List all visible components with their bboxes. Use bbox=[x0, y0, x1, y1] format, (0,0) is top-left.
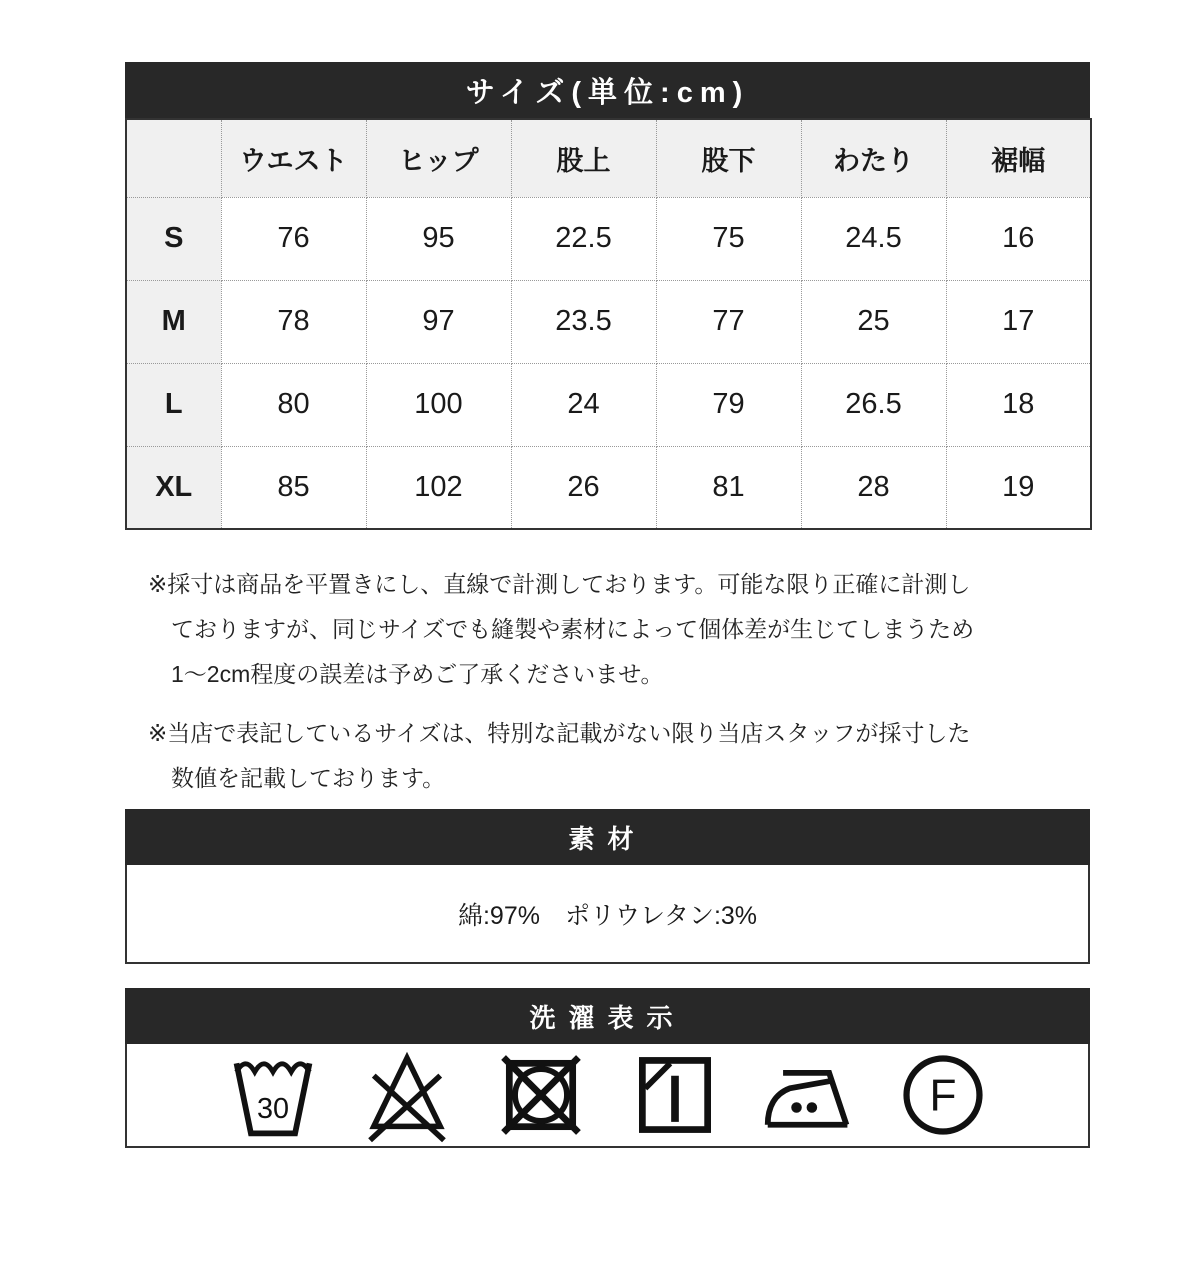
table-row-l bbox=[126, 363, 1091, 446]
cell-value: 78 bbox=[221, 280, 366, 363]
column-header-hip: ヒップ bbox=[366, 119, 511, 197]
note-line: ※採寸は商品を平置きにし、直線で計測しております。可能な限り正確に計測し bbox=[148, 571, 971, 597]
do-not-tumble-dry-icon bbox=[493, 1047, 589, 1143]
laundry-section-title: 洗濯表示 bbox=[529, 1002, 686, 1033]
note-line: 数値を記載しております。 bbox=[171, 765, 446, 791]
cell-value: 22.5 bbox=[511, 197, 656, 280]
line-dry-in-shade-icon bbox=[627, 1047, 723, 1143]
note-line: 1〜2cm程度の誤差は予めご了承くださいませ。 bbox=[171, 661, 664, 687]
cell-value: 81 bbox=[656, 446, 801, 529]
cell-value: 75 bbox=[656, 197, 801, 280]
size-label: M bbox=[126, 280, 221, 363]
cell-value: 80 bbox=[221, 363, 366, 446]
table-row-m bbox=[126, 280, 1091, 363]
cell-value: 85 bbox=[221, 446, 366, 529]
material-content-box bbox=[125, 865, 1090, 964]
size-table-header-row bbox=[126, 119, 1091, 197]
column-header-waist: ウエスト bbox=[221, 119, 366, 197]
wash-temperature-label: 30 bbox=[256, 1093, 289, 1126]
cell-value: 102 bbox=[366, 446, 511, 529]
corner-cell bbox=[126, 119, 221, 197]
laundry-care-section bbox=[125, 988, 1090, 1148]
material-section-header bbox=[125, 809, 1090, 865]
dry-clean-f-icon bbox=[895, 1047, 991, 1143]
cell-value: 23.5 bbox=[511, 280, 656, 363]
laundry-symbols-box bbox=[125, 1044, 1090, 1148]
size-table bbox=[125, 118, 1092, 530]
laundry-section-header bbox=[125, 988, 1090, 1044]
material-section-title: 素材 bbox=[568, 823, 647, 854]
size-section-header bbox=[125, 62, 1090, 118]
material-composition-text: 綿:97% ポリウレタン:3% bbox=[457, 901, 758, 930]
column-header-hem: 裾幅 bbox=[946, 119, 1091, 197]
cell-value: 26 bbox=[511, 446, 656, 529]
material-section bbox=[125, 809, 1090, 964]
do-not-bleach-icon bbox=[359, 1047, 455, 1143]
notes-block bbox=[125, 562, 1090, 801]
table-row-s bbox=[126, 197, 1091, 280]
column-header-rise: 股上 bbox=[511, 119, 656, 197]
cell-value: 76 bbox=[221, 197, 366, 280]
cell-value: 95 bbox=[366, 197, 511, 280]
product-info-sheet bbox=[125, 62, 1090, 1148]
cell-value: 18 bbox=[946, 363, 1091, 446]
cell-value: 100 bbox=[366, 363, 511, 446]
cell-value: 97 bbox=[366, 280, 511, 363]
staff-sizing-note bbox=[148, 711, 1090, 801]
cell-value: 19 bbox=[946, 446, 1091, 529]
table-row-xl bbox=[126, 446, 1091, 529]
wash-tub-30-icon bbox=[225, 1047, 321, 1143]
dry-clean-letter: F bbox=[929, 1071, 956, 1121]
cell-value: 25 bbox=[801, 280, 946, 363]
cell-value: 79 bbox=[656, 363, 801, 446]
iron-two-dots-icon bbox=[761, 1047, 857, 1143]
cell-value: 17 bbox=[946, 280, 1091, 363]
cell-value: 16 bbox=[946, 197, 1091, 280]
cell-value: 26.5 bbox=[801, 363, 946, 446]
size-chart-section bbox=[125, 62, 1090, 530]
measurement-note bbox=[148, 562, 1090, 697]
cell-value: 24 bbox=[511, 363, 656, 446]
cell-value: 28 bbox=[801, 446, 946, 529]
size-label: XL bbox=[126, 446, 221, 529]
cell-value: 24.5 bbox=[801, 197, 946, 280]
column-header-thigh: わたり bbox=[801, 119, 946, 197]
size-label: S bbox=[126, 197, 221, 280]
cell-value: 77 bbox=[656, 280, 801, 363]
column-header-inseam: 股下 bbox=[656, 119, 801, 197]
size-section-title: サイズ(単位:cm) bbox=[465, 76, 750, 109]
note-line: ておりますが、同じサイズでも縫製や素材によって個体差が生じてしまうため bbox=[171, 616, 975, 642]
size-label: L bbox=[126, 363, 221, 446]
note-line: ※当店で表記しているサイズは、特別な記載がない限り当店スタッフが採寸した bbox=[148, 720, 971, 746]
